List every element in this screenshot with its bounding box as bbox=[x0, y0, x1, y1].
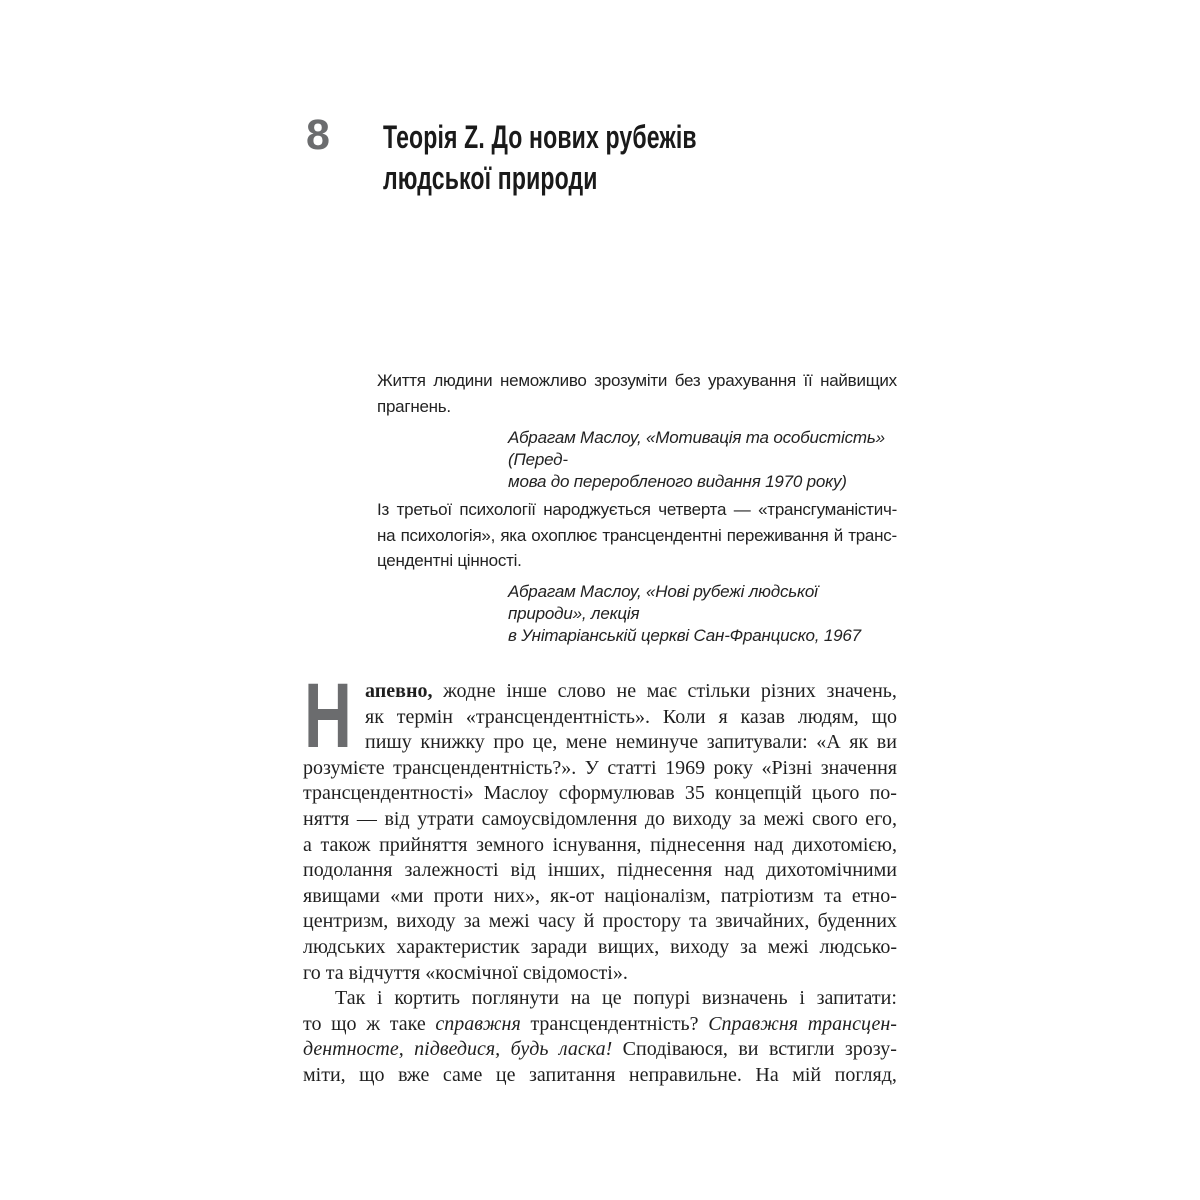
word: залежності bbox=[404, 859, 499, 882]
word: не bbox=[616, 680, 637, 702]
word: значення bbox=[820, 756, 897, 779]
word: піднесення bbox=[617, 859, 713, 882]
word: прийняття bbox=[379, 833, 468, 856]
word: Коли bbox=[662, 705, 706, 728]
word: третьої bbox=[396, 500, 452, 519]
word: за bbox=[463, 910, 481, 933]
word: розумієте bbox=[303, 756, 385, 779]
word: справжня bbox=[435, 1012, 521, 1035]
word: зрозу- bbox=[844, 1038, 897, 1061]
word: «трансгуманістич- bbox=[758, 500, 897, 519]
word: людини bbox=[433, 371, 493, 390]
body-line bbox=[303, 756, 897, 782]
word: то bbox=[303, 1012, 322, 1035]
word: Маслоу bbox=[483, 782, 549, 805]
word: це, bbox=[532, 731, 558, 754]
word: неминуче bbox=[615, 731, 699, 754]
word: статті bbox=[607, 756, 657, 779]
word: неправильне. bbox=[628, 1063, 742, 1086]
word: «трансцендентність». bbox=[465, 705, 651, 728]
word: і bbox=[799, 987, 805, 1010]
word: Так bbox=[335, 987, 366, 1010]
word: запитання bbox=[529, 1063, 616, 1086]
word: трансцендентні bbox=[602, 525, 722, 545]
word: переживання bbox=[726, 525, 829, 545]
body-line bbox=[303, 807, 897, 833]
word: дихотомічними bbox=[765, 859, 897, 882]
word: сформулював bbox=[558, 782, 675, 805]
word: ви bbox=[738, 1038, 759, 1061]
epigraph-line bbox=[377, 523, 897, 549]
word: ж bbox=[366, 1012, 381, 1035]
word: та bbox=[689, 910, 708, 933]
word: явищами bbox=[303, 884, 380, 907]
word: характеристик bbox=[396, 935, 520, 958]
word: на bbox=[570, 987, 591, 1010]
word: що bbox=[359, 1063, 385, 1086]
word: попурі bbox=[633, 987, 691, 1010]
word: транс- bbox=[848, 525, 897, 545]
word: різних bbox=[760, 680, 816, 702]
word: на bbox=[377, 525, 396, 545]
word: трансцендентності» bbox=[303, 782, 474, 805]
word: межі bbox=[488, 910, 530, 933]
word: концепцій bbox=[715, 782, 802, 805]
word: няття bbox=[303, 807, 350, 830]
word: над bbox=[724, 859, 754, 882]
word: термін bbox=[396, 705, 453, 728]
word: визначень bbox=[702, 987, 788, 1010]
word: — bbox=[733, 500, 751, 519]
word: апевно, bbox=[365, 680, 433, 702]
word: будь bbox=[510, 1038, 549, 1061]
word: як bbox=[365, 705, 384, 728]
word: етно- bbox=[851, 884, 897, 907]
word: слово bbox=[557, 680, 606, 702]
word: інших, bbox=[547, 859, 606, 882]
word: вже bbox=[398, 1063, 430, 1086]
word: за bbox=[739, 807, 756, 830]
word: найвищих bbox=[820, 371, 897, 390]
word: жодне bbox=[443, 680, 496, 702]
word: подолання bbox=[303, 859, 393, 882]
word: й bbox=[833, 525, 843, 545]
word: «Різні bbox=[761, 756, 813, 779]
word: утрати bbox=[417, 807, 474, 830]
word: «ми bbox=[390, 884, 424, 907]
word: Справжня bbox=[708, 1012, 799, 1035]
word: — bbox=[356, 807, 377, 830]
body-line bbox=[303, 961, 897, 987]
word: зрозуміти bbox=[594, 371, 668, 390]
word: У bbox=[584, 756, 599, 779]
word: року bbox=[713, 756, 753, 779]
body-line bbox=[303, 705, 897, 731]
word: дихотомією, bbox=[792, 833, 897, 856]
word: та bbox=[823, 884, 842, 907]
epigraph-1-attribution bbox=[508, 427, 900, 493]
word: свого bbox=[811, 807, 858, 830]
body-line bbox=[303, 909, 897, 935]
word: це bbox=[495, 1063, 516, 1086]
word: урахування bbox=[707, 371, 796, 390]
word: людсько- bbox=[819, 935, 897, 958]
epigraph-line bbox=[377, 497, 897, 523]
word: запитати: bbox=[816, 987, 897, 1010]
word: людям, bbox=[797, 705, 859, 728]
word: охоплює bbox=[531, 525, 598, 545]
word: них», bbox=[493, 884, 540, 907]
word: міти, bbox=[303, 1063, 346, 1086]
word: від bbox=[384, 807, 410, 830]
word: межі bbox=[767, 935, 809, 958]
word: народжується bbox=[543, 500, 651, 519]
word: 1969 bbox=[665, 756, 706, 779]
text-segment: прагнень. bbox=[377, 396, 451, 416]
word: я bbox=[718, 705, 728, 728]
word: трансцендентність?». bbox=[393, 756, 577, 779]
word: Із bbox=[377, 500, 390, 519]
word: цього bbox=[811, 782, 860, 805]
word: 35 bbox=[684, 782, 705, 805]
word: Життя bbox=[377, 371, 426, 390]
attribution-line: в Унітаріанській церкві Сан-Франциско, 1967 bbox=[508, 626, 861, 645]
body-line bbox=[303, 679, 897, 705]
word: по- bbox=[869, 782, 897, 805]
epigraph-2-attribution bbox=[508, 581, 900, 647]
word: виходу bbox=[672, 807, 732, 830]
attribution-line: Абрагам Маслоу, «Нові рубежі людської природи», лекція bbox=[508, 582, 818, 623]
word: без bbox=[674, 371, 701, 390]
word: неможливо bbox=[500, 371, 587, 390]
word: виходу bbox=[670, 935, 730, 958]
word: що bbox=[331, 1012, 357, 1035]
word: як-от bbox=[550, 884, 595, 907]
attribution-line: мова до переробленого видання 1970 року) bbox=[508, 472, 847, 491]
word: простору bbox=[602, 910, 681, 933]
word: про bbox=[493, 731, 525, 754]
word: Сподіваюся, bbox=[622, 1038, 728, 1061]
chapter-title-line-1: Теорія Z. До нових рубежів bbox=[383, 119, 697, 155]
word: трансцен- bbox=[807, 1012, 897, 1035]
body-line bbox=[303, 730, 897, 756]
word: кортить bbox=[394, 987, 461, 1010]
word: трансцендентність? bbox=[530, 1012, 699, 1035]
body-line bbox=[303, 833, 897, 859]
epigraph-line bbox=[377, 548, 897, 574]
word: що bbox=[871, 705, 897, 728]
word: центризм, bbox=[303, 910, 389, 933]
word: ласка! bbox=[558, 1038, 613, 1061]
chapter-title bbox=[383, 117, 819, 199]
word: піднесення bbox=[650, 833, 746, 856]
word: звичайних, bbox=[715, 910, 810, 933]
word: інше bbox=[506, 680, 547, 702]
drop-cap-letter: Н bbox=[304, 665, 352, 767]
word: націоналізм, bbox=[604, 884, 711, 907]
body-line bbox=[303, 986, 897, 1012]
word: до bbox=[644, 807, 665, 830]
word: яка bbox=[500, 525, 527, 545]
word: поглянути bbox=[471, 987, 559, 1010]
word: і bbox=[377, 987, 383, 1010]
word: встигли bbox=[768, 1038, 835, 1061]
word: як bbox=[849, 731, 869, 754]
word: має bbox=[646, 680, 677, 702]
epigraph-line bbox=[377, 368, 897, 394]
chapter-number: 8 bbox=[306, 111, 330, 159]
word: проти bbox=[433, 884, 484, 907]
word: стільки bbox=[687, 680, 751, 702]
word: земного bbox=[476, 833, 544, 856]
body-line bbox=[303, 1037, 897, 1063]
word: погляд, bbox=[834, 1063, 897, 1086]
word: від bbox=[510, 859, 536, 882]
word: й bbox=[583, 910, 595, 933]
word: ви bbox=[876, 731, 897, 754]
word: его, bbox=[865, 807, 897, 830]
word: патріотизм bbox=[720, 884, 814, 907]
word: також bbox=[320, 833, 371, 856]
word: психологія», bbox=[400, 525, 496, 545]
word: над bbox=[753, 833, 784, 856]
word: книжку bbox=[420, 731, 485, 754]
word: психології bbox=[459, 500, 536, 519]
body-line bbox=[303, 781, 897, 807]
word: а bbox=[303, 833, 312, 856]
word: мене bbox=[565, 731, 607, 754]
epigraph-1 bbox=[377, 368, 897, 419]
word: підведися, bbox=[414, 1038, 501, 1061]
word: її bbox=[803, 371, 813, 390]
body-line bbox=[303, 1012, 897, 1038]
word: заради bbox=[530, 935, 588, 958]
text-segment: цендентні цінності. bbox=[377, 551, 522, 571]
word: таке bbox=[389, 1012, 426, 1035]
body-line bbox=[303, 935, 897, 961]
word: дентносте, bbox=[303, 1038, 404, 1061]
text-segment: го та відчуття «космічної свідомості». bbox=[303, 961, 628, 984]
word: самоусвідомлення bbox=[481, 807, 638, 830]
word: значень, bbox=[826, 680, 897, 702]
chapter-title-line-2: людської природи bbox=[383, 160, 598, 196]
word: буденних bbox=[817, 910, 897, 933]
word: вищих, bbox=[598, 935, 660, 958]
body-text bbox=[303, 665, 897, 1089]
word: межі bbox=[763, 807, 805, 830]
word: мій bbox=[792, 1063, 822, 1086]
word: «А bbox=[816, 731, 841, 754]
word: запитували: bbox=[706, 731, 808, 754]
word: існування, bbox=[552, 833, 642, 856]
body-line bbox=[303, 1063, 897, 1089]
word: часу bbox=[537, 910, 576, 933]
epigraph-2 bbox=[377, 497, 897, 574]
word: казав bbox=[740, 705, 785, 728]
word: четверта bbox=[658, 500, 727, 519]
word: саме bbox=[442, 1063, 483, 1086]
word: людських bbox=[303, 935, 386, 958]
word: це bbox=[602, 987, 622, 1010]
word: пишу bbox=[365, 731, 412, 754]
epigraph-line bbox=[377, 394, 897, 420]
body-line bbox=[303, 858, 897, 884]
word: виходу bbox=[396, 910, 456, 933]
attribution-line: Абрагам Маслоу, «Мотивація та особистість» (Перед- bbox=[508, 428, 885, 469]
body-line bbox=[303, 884, 897, 910]
word: за bbox=[740, 935, 757, 958]
word: На bbox=[755, 1063, 779, 1086]
